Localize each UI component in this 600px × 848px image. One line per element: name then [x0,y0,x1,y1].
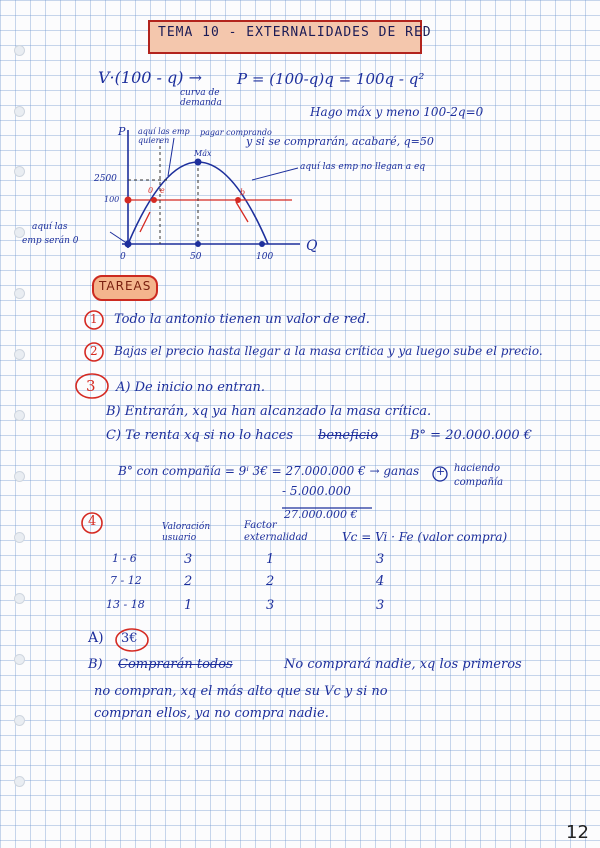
task-3-c: C) Te renta xq si no lo haces [106,428,293,443]
arrow-down [236,202,248,222]
table-row-3-f: 3 [266,598,275,613]
tick-100: 100 [104,195,120,204]
point-label-e: e [160,186,165,195]
task-2-number: 2 [90,344,98,358]
table-row-3-vc: 3 [376,598,385,613]
task-3-number: 3 [86,377,96,395]
task-3-total: 27.000.000 € [284,508,358,521]
task-3-note: haciendo compañía [454,463,504,488]
answer-b-line3: compran ellos, ya no compra nadie. [94,706,329,721]
ann-top-left: aquí las emp quieren [138,127,190,145]
ann-right-line [252,168,298,180]
table-header-factor: Factor externalidad [244,520,308,543]
point-50 [195,241,201,247]
table-row-1-range: 1 - 6 [112,552,137,565]
table-header-vc: Vc = Vi · Fe (valor compra) [342,530,508,544]
ann-left-line [110,232,128,244]
task-3-minus: - 5.000.000 [282,484,351,498]
task-3-plus: + [436,465,446,478]
answer-b-struck: Comprarán todos [118,657,233,672]
answer-a-label: A) [88,630,104,646]
answer-b-label: B) [88,657,103,672]
point-100 [125,197,132,204]
table-header-valoracion: Valoración usuario [162,522,211,543]
formula-left: V·(100 - q) → [98,68,202,87]
table-row-1-vc: 3 [376,552,385,567]
answer-a-value: 3€ [121,631,138,646]
table-row-3-v: 1 [184,598,193,613]
formula-right: P = (100-q)q = 100q - q² [237,70,425,88]
tick-0: 0 [120,252,126,262]
task-1-number: 1 [90,312,98,326]
point-label-b: b [240,188,246,197]
point-e-left [151,197,157,203]
page-number: 12 [566,822,589,843]
answer-b-line1: No comprará nadie, xq los primeros [284,657,522,672]
ann-left-2: emp serán 0 [22,236,79,246]
curve-note: curva de demanda [180,88,222,108]
task-3-a: A) De inicio no entran. [116,380,266,395]
graph-q-label: Q [306,238,318,254]
task-2-text: Bajas el precio hasta llegar a la masa crítica y ya luego sube el precio. [114,344,543,358]
answer-b-line2: no compran, xq el más alto que su Vc y si no [94,684,388,699]
task-4-number: 4 [88,514,97,529]
table-row-1-v: 3 [184,552,193,567]
tareas-label: TAREAS [99,279,152,293]
table-row-2-f: 2 [266,574,275,589]
max-note: Hago máx y meno 100-2q=0 [310,105,484,119]
task-3-b: B) Entrarán, xq ya han alcanzado la masa crítica. [106,404,432,419]
table-row-1-f: 1 [266,552,275,567]
tick-2500: 2500 [94,174,117,184]
point-max [195,159,202,166]
task-3-c-struck: beneficio [318,428,379,443]
point-label-0: 0 [148,186,154,195]
max-label: Máx [194,149,212,158]
tick-100-x: 100 [256,252,274,262]
page-title: TEMA 10 - EXTERNALIDADES DE RED [158,25,432,40]
graph-p-label: P [118,125,126,138]
point-100-x [259,241,265,247]
task-3-c-end: B° = 20.000.000 € [410,428,533,443]
stable-note: y si se comprarán, acabaré, q=50 [246,135,434,148]
tick-50: 50 [190,252,202,262]
task-3-benefit-line: B° con compañía = 9ⁱ 3€ = 27.000.000 € → ganas [118,464,420,478]
table-row-3-range: 13 - 18 [106,598,145,611]
task-1-text: Todo la antonio tienen un valor de red. [114,312,370,327]
table-row-2-range: 7 - 12 [110,574,142,587]
ann-right: aquí las emp no llegan a eq [300,162,426,172]
table-row-2-v: 2 [184,574,193,589]
ann-top-right: pagar comprando [200,128,272,137]
table-row-2-vc: 4 [376,574,385,589]
ann-left-1: aquí las [32,222,68,232]
